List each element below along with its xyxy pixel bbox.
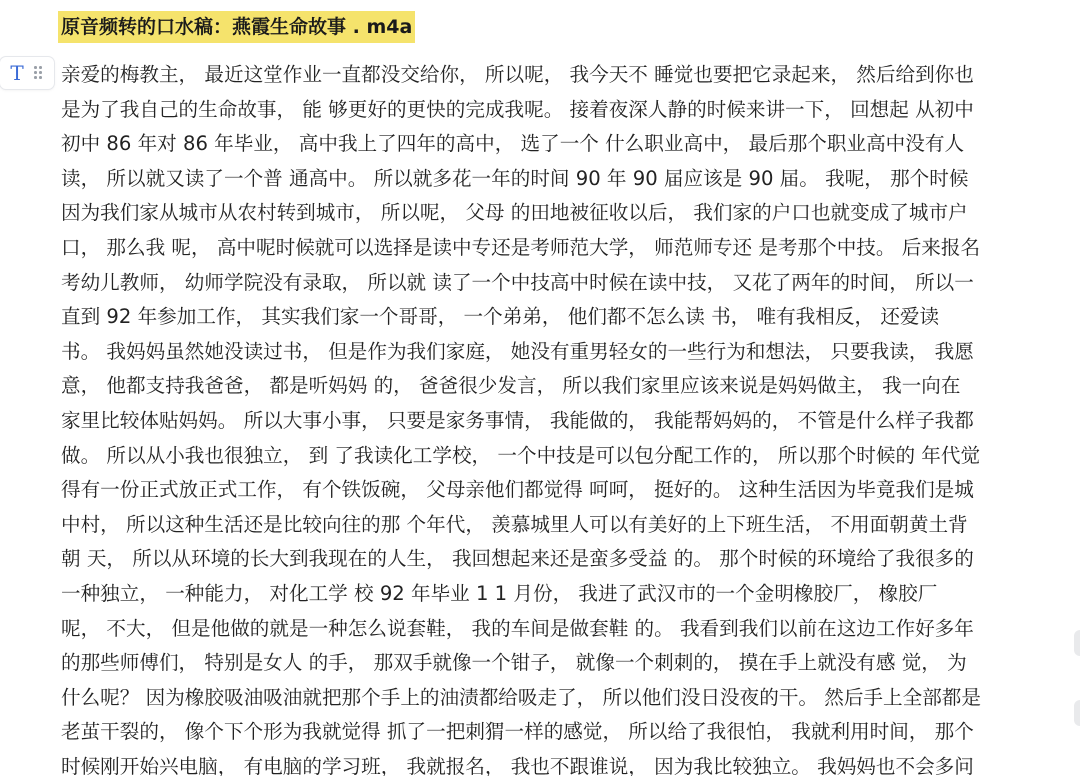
paragraph-line: 读， 所以就又读了一个普 通高中。 所以就多花一年的时间 90 年 90 届应该是 90 届。 我呢， 那个时候 [61, 166, 969, 190]
side-scroll-tab[interactable] [1074, 630, 1080, 656]
paragraph-line: 中村， 所以这种生活还是比较向往的那 个年代， 羡慕城里人可以有美好的上下班生活， 不用面朝黄土背 [61, 512, 968, 536]
document-title-wrapper [58, 11, 415, 43]
paragraph-line: 因为我们家从城市从农村转到城市， 所以呢， 父母 的田地被征收以后， 我们家的户口也就变成了城市户 [61, 201, 968, 225]
block-handle[interactable] [0, 57, 54, 89]
paragraph-line: 一种独立， 一种能力， 对化工学 校 92 年毕业 1 1 月份， 我进了武汉市的一个金明橡胶厂， 橡胶厂 [61, 581, 938, 605]
paragraph-line: 是为了我自己的生命故事， 能 够更好的更快的完成我呢。 接着夜深人静的时候来讲一下， 回想起 从初中 [61, 97, 974, 121]
side-scroll-tab[interactable] [1074, 700, 1080, 726]
paragraph-line: 呢， 不大， 但是他做的就是一种怎么说套鞋， 我的车间是做套鞋 的。 我看到我们以前在这边工作好多年 [61, 616, 974, 640]
paragraph-line: 得有一份正式放正式工作， 有个铁饭碗， 父母亲他们都觉得 呵呵， 挺好的。 这种生活因为毕竟我们是城 [61, 478, 974, 502]
paragraph-line: 亲爱的梅教主， 最近这堂作业一直都没交给你， 所以呢， 我今天不 睡觉也要把它录起来， 然后给到你也 [61, 63, 974, 86]
paragraph-line: 直到 92 年参加工作， 其实我们家一个哥哥， 一个弟弟， 他们都不怎么读 书， 唯有我相反， 还爱读 [61, 305, 940, 329]
paragraph-line: 口， 那么我 呢， 高中呢时候就可以选择是读中专还是考师范大学， 师范师专还 是考那个中技。 后来报名 [61, 235, 981, 259]
document-title[interactable]: 原音频转的口水稿：燕霞生命故事 . m4a [58, 11, 415, 43]
paragraph-line: 做。 所以从小我也很独立， 到 了我读化工学校， 一个中技是可以包分配工作的， 所以那个时候的 年代觉 [61, 443, 981, 467]
paragraph-line: 家里比较体贴妈妈。 所以大事小事， 只要是家务事情， 我能做的， 我能帮妈妈的， 不管是什么样子我都 [61, 408, 974, 432]
paragraph-line: 的那些师傅们， 特别是女人 的手， 那双手就像一个钳子， 就像一个刺刺的， 摸在手上就没有感 觉， 为 [61, 651, 967, 675]
transcript-paragraph[interactable] [61, 58, 1066, 776]
paragraph-line: 意， 他都支持我爸爸， 都是听妈妈 的， 爸爸很少发言， 所以我们家里应该来说是妈妈做主， 我一向在 [61, 374, 961, 398]
paragraph-line: 时候刚开始兴电脑， 有电脑的学习班， 我就报名， 我也不跟谁说， 因为我比较独立。 我妈妈也不会多问 [61, 754, 974, 776]
paragraph-line: 初中 86 年对 86 年毕业， 高中我上了四年的高中， 选了一个 什么职业高中， 最后那个职业高中没有人 [61, 132, 965, 156]
paragraph-line: 老茧干裂的， 像个下个形为我就觉得 抓了一把刺猬一样的感觉， 所以给了我很怕， 我就利用时间， 那个 [61, 720, 974, 744]
paragraph-line: 什么呢？ 因为橡胶吸油吸油就把那个手上的油渍都给吸走了， 所以他们没日没夜的干。 然后手上全部都是 [61, 685, 981, 709]
drag-handle-icon[interactable] [34, 66, 42, 80]
paragraph-line: 考幼儿教师， 幼师学院没有录取， 所以就 读了一个中技高中时候在读中技， 又花了两年的时间， 所以一 [61, 270, 974, 294]
text-type-icon[interactable]: T [10, 61, 24, 85]
paragraph-line: 书。 我妈妈虽然她没读过书， 但是作为我们家庭， 她没有重男轻女的一些行为和想法， 只要我读， 我愿 [61, 339, 974, 363]
paragraph-line: 朝 天， 所以从环境的长大到我现在的人生， 我回想起来还是蛮多受益 的。 那个时候的环境给了我很多的 [61, 547, 974, 571]
